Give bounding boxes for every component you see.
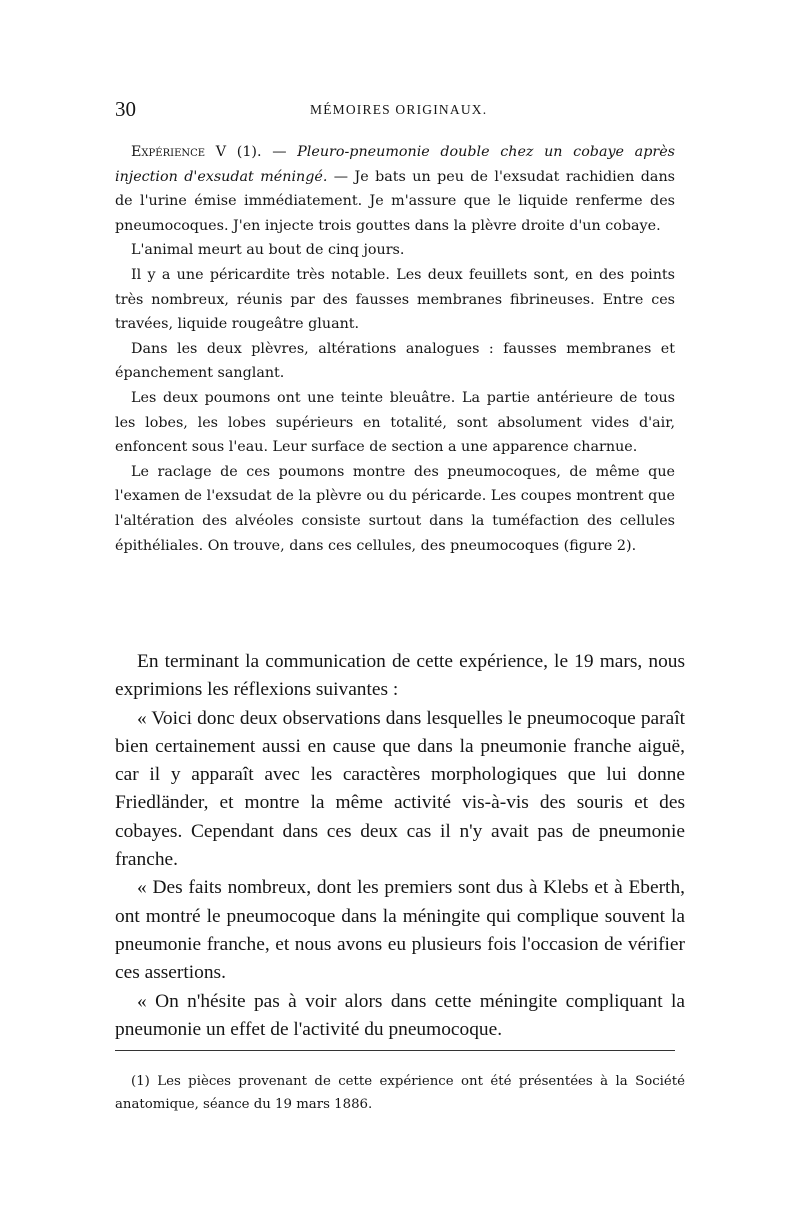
large-paragraph: « On n'hésite pas à voir alors dans cette méningite compliquant la pneumonie un effet de l'activité du pneumocoque. xyxy=(115,990,685,1040)
body-paragraph: Les deux poumons ont une teinte bleuâtre. La partie antérieure de tous les lobes, les lobes supérieurs en totalité, sont absolument vides d'air, enfoncent sous l'eau. Leur surface de section a une apparence charnue. xyxy=(115,389,675,456)
body-paragraph: Il y a une péricardite très notable. Les deux feuillets sont, en des points très nombreux, réunis par des fausses membranes fibrineuses. Entre ces travées, liquide rougeâtre gluant. xyxy=(115,266,675,333)
experiment-lead: — Je bats un peu de l'exsudat rachidien dans de l'urine émise immédiatement. Je m'assure que le liquide renferme des pneumocoques. J'en injecte trois gouttes dans la plèvre droite d'un cobaye. xyxy=(115,168,676,234)
experiment-title: Pleuro-pneumonie double chez un cobaye après injection d'exsudat méningé. xyxy=(115,144,675,185)
reflections-section xyxy=(115,648,685,1044)
body-paragraph: L'animal meurt au bout de cinq jours. xyxy=(131,242,405,259)
page-header xyxy=(115,97,675,121)
page-number: 30 xyxy=(115,97,136,121)
experiment-label: Expérience xyxy=(131,144,206,160)
experiment-section xyxy=(115,140,675,558)
large-paragraph: En terminant la communication de cette expérience, le 19 mars, nous exprimions les réflexions suivantes : xyxy=(115,651,685,701)
footnote xyxy=(115,1070,685,1116)
body-paragraph: Le raclage de ces poumons montre des pneumocoques, de même que l'examen de l'exsudat de la plèvre ou du péricarde. Les coupes montrent que l'altération des alvéoles consiste surtout dans la tuméfaction des cellules épithéliales. On trouve, dans ces cellules, des pneumocoques (figure 2). xyxy=(115,463,675,554)
running-title: MÉMOIRES ORIGINAUX. xyxy=(310,102,488,117)
footnote-rule xyxy=(115,1050,675,1051)
body-paragraph: Dans les deux plèvres, altérations analogues : fausses membranes et épanchement sanglant. xyxy=(115,340,675,382)
large-paragraph: « Des faits nombreux, dont les premiers sont dus à Klebs et à Eberth, ont montré le pneumocoque dans la méningite qui complique souvent la pneumonie franche, et nous avons eu plusieurs fois l'occasion de vérifier ces assertions. xyxy=(115,877,685,984)
footnote-text: (1) Les pièces provenant de cette expérience ont été présentées à la Société anatomique, séance du 19 mars 1886. xyxy=(115,1074,685,1112)
large-paragraph: « Voici donc deux observations dans lesquelles le pneumocoque paraît bien certainement aussi en cause que dans la pneumonie franche aiguë, car il y apparaît avec les caractères morphologiques que lui donne Friedländer, et montre la même activité vis-à-vis des souris et des cobayes. Cependant dans ces deux cas il n'y avait pas de pneumonie franche. xyxy=(115,707,685,871)
experiment-number: V (1). — xyxy=(205,144,298,160)
experiment-paragraph xyxy=(115,140,675,238)
